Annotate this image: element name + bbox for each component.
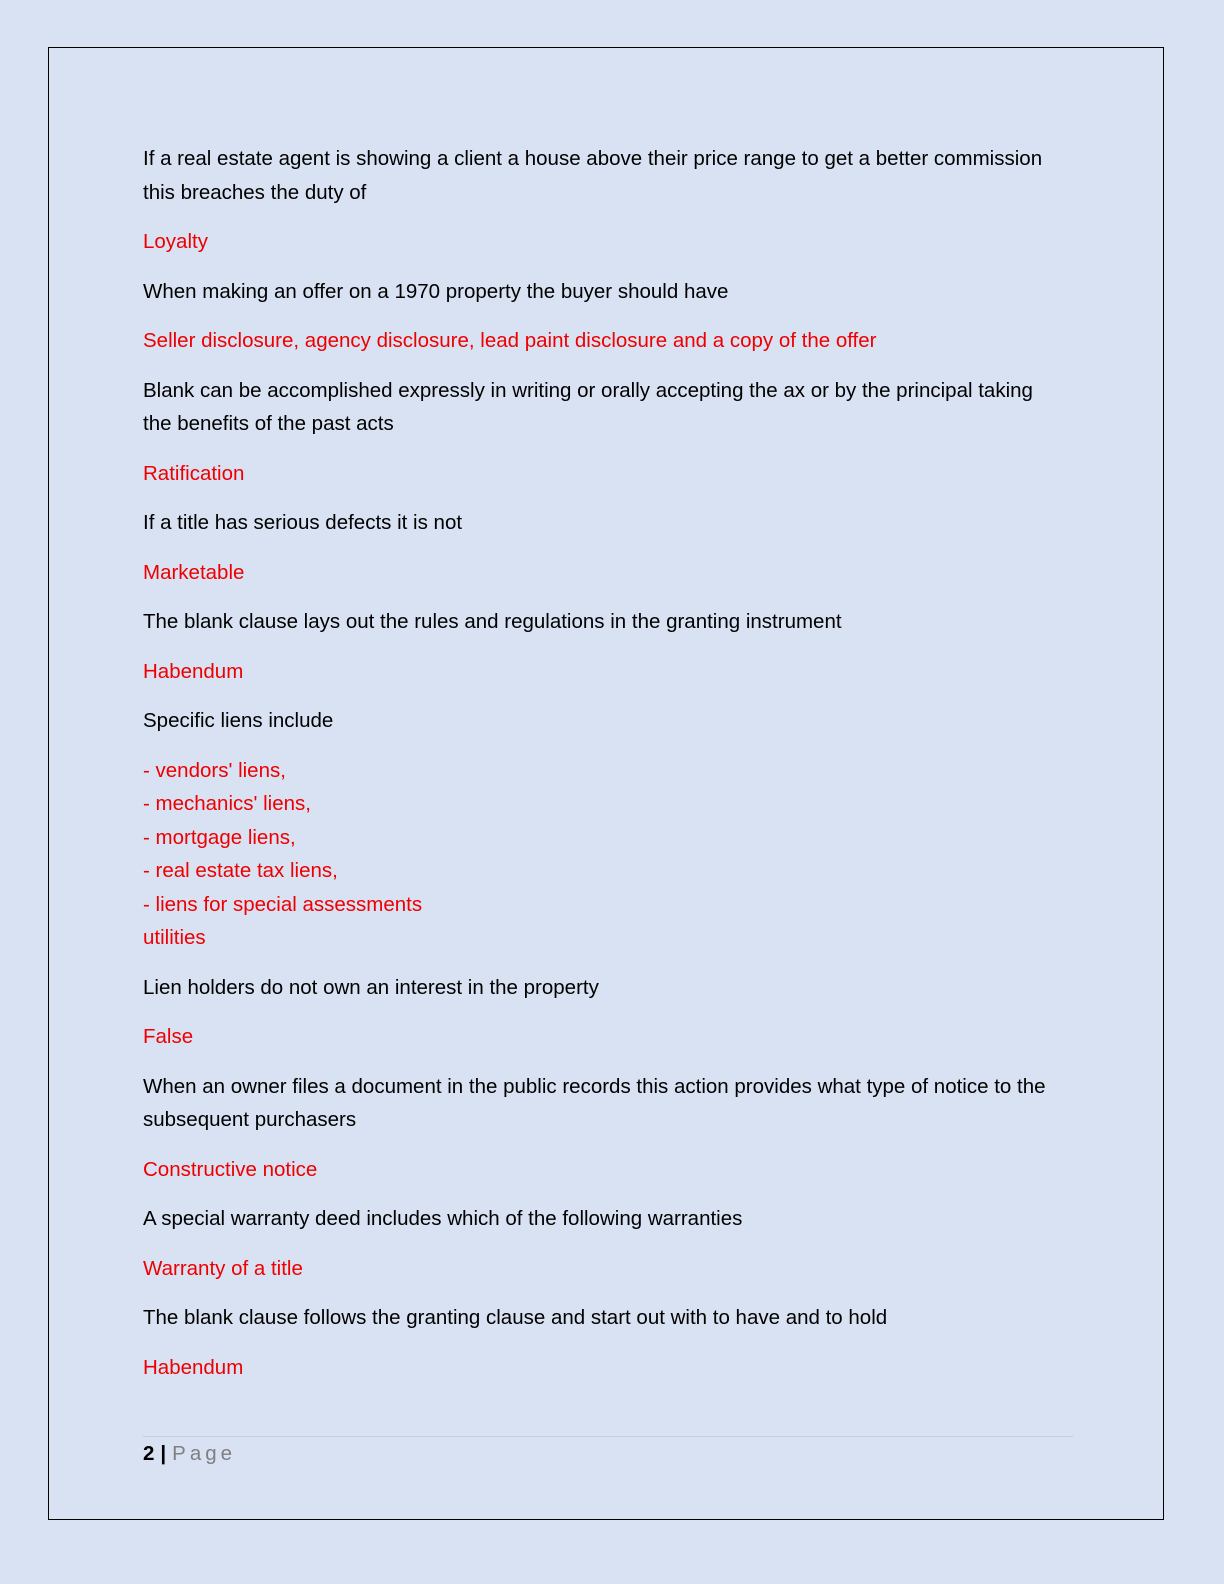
list-item: - vendors' liens, <box>143 758 286 782</box>
question-3: Blank can be accomplished expressly in writing or orally accepting the ax or by the principal taking the benefits of the past acts <box>143 378 1033 435</box>
question-6: Specific liens include <box>143 709 334 732</box>
question-7: Lien holders do not own an interest in the property <box>143 975 599 999</box>
list-item: - mortgage liens, <box>143 825 296 849</box>
question-2: When making an offer on a 1970 property the buyer should have <box>143 279 729 303</box>
question-4: If a title has serious defects it is not <box>143 511 463 534</box>
question-10: The blank clause follows the granting clause and start out with to have and to hold <box>143 1306 888 1329</box>
question-5: The blank clause lays out the rules and regulations in the granting instrument <box>143 610 842 633</box>
page-number: 2 <box>143 1442 155 1465</box>
answer-7: False <box>143 1025 194 1048</box>
answer-1: Loyalty <box>143 230 208 253</box>
answer-4: Marketable <box>143 560 245 584</box>
answer-10: Habendum <box>143 1355 244 1379</box>
answer-5: Habendum <box>143 659 244 683</box>
list-item: - mechanics' liens, <box>143 792 311 815</box>
list-item: - real estate tax liens, <box>143 859 338 882</box>
list-item: - liens for special assessments <box>143 892 423 916</box>
question-1: If a real estate agent is showing a client a house above their price range to get a better commission this breaches the duty of <box>143 147 1043 204</box>
question-8: When an owner files a document in the public records this action provides what type of notice to the subsequent purchasers <box>143 1074 1046 1131</box>
list-item: utilities <box>143 926 206 949</box>
page-footer <box>143 1440 236 1468</box>
answer-9: Warranty of a title <box>143 1256 303 1280</box>
footer-separator: | <box>160 1442 167 1465</box>
answer-6-list <box>143 754 1063 955</box>
answer-2: Seller disclosure, agency disclosure, lead paint disclosure and a copy of the offer <box>143 329 877 352</box>
page-label: Page <box>172 1442 237 1465</box>
question-9: A special warranty deed includes which of the following warranties <box>143 1207 743 1230</box>
document-body <box>143 142 1063 1400</box>
footer-divider <box>143 1436 1073 1437</box>
answer-3: Ratification <box>143 461 245 485</box>
answer-8: Constructive notice <box>143 1157 318 1181</box>
